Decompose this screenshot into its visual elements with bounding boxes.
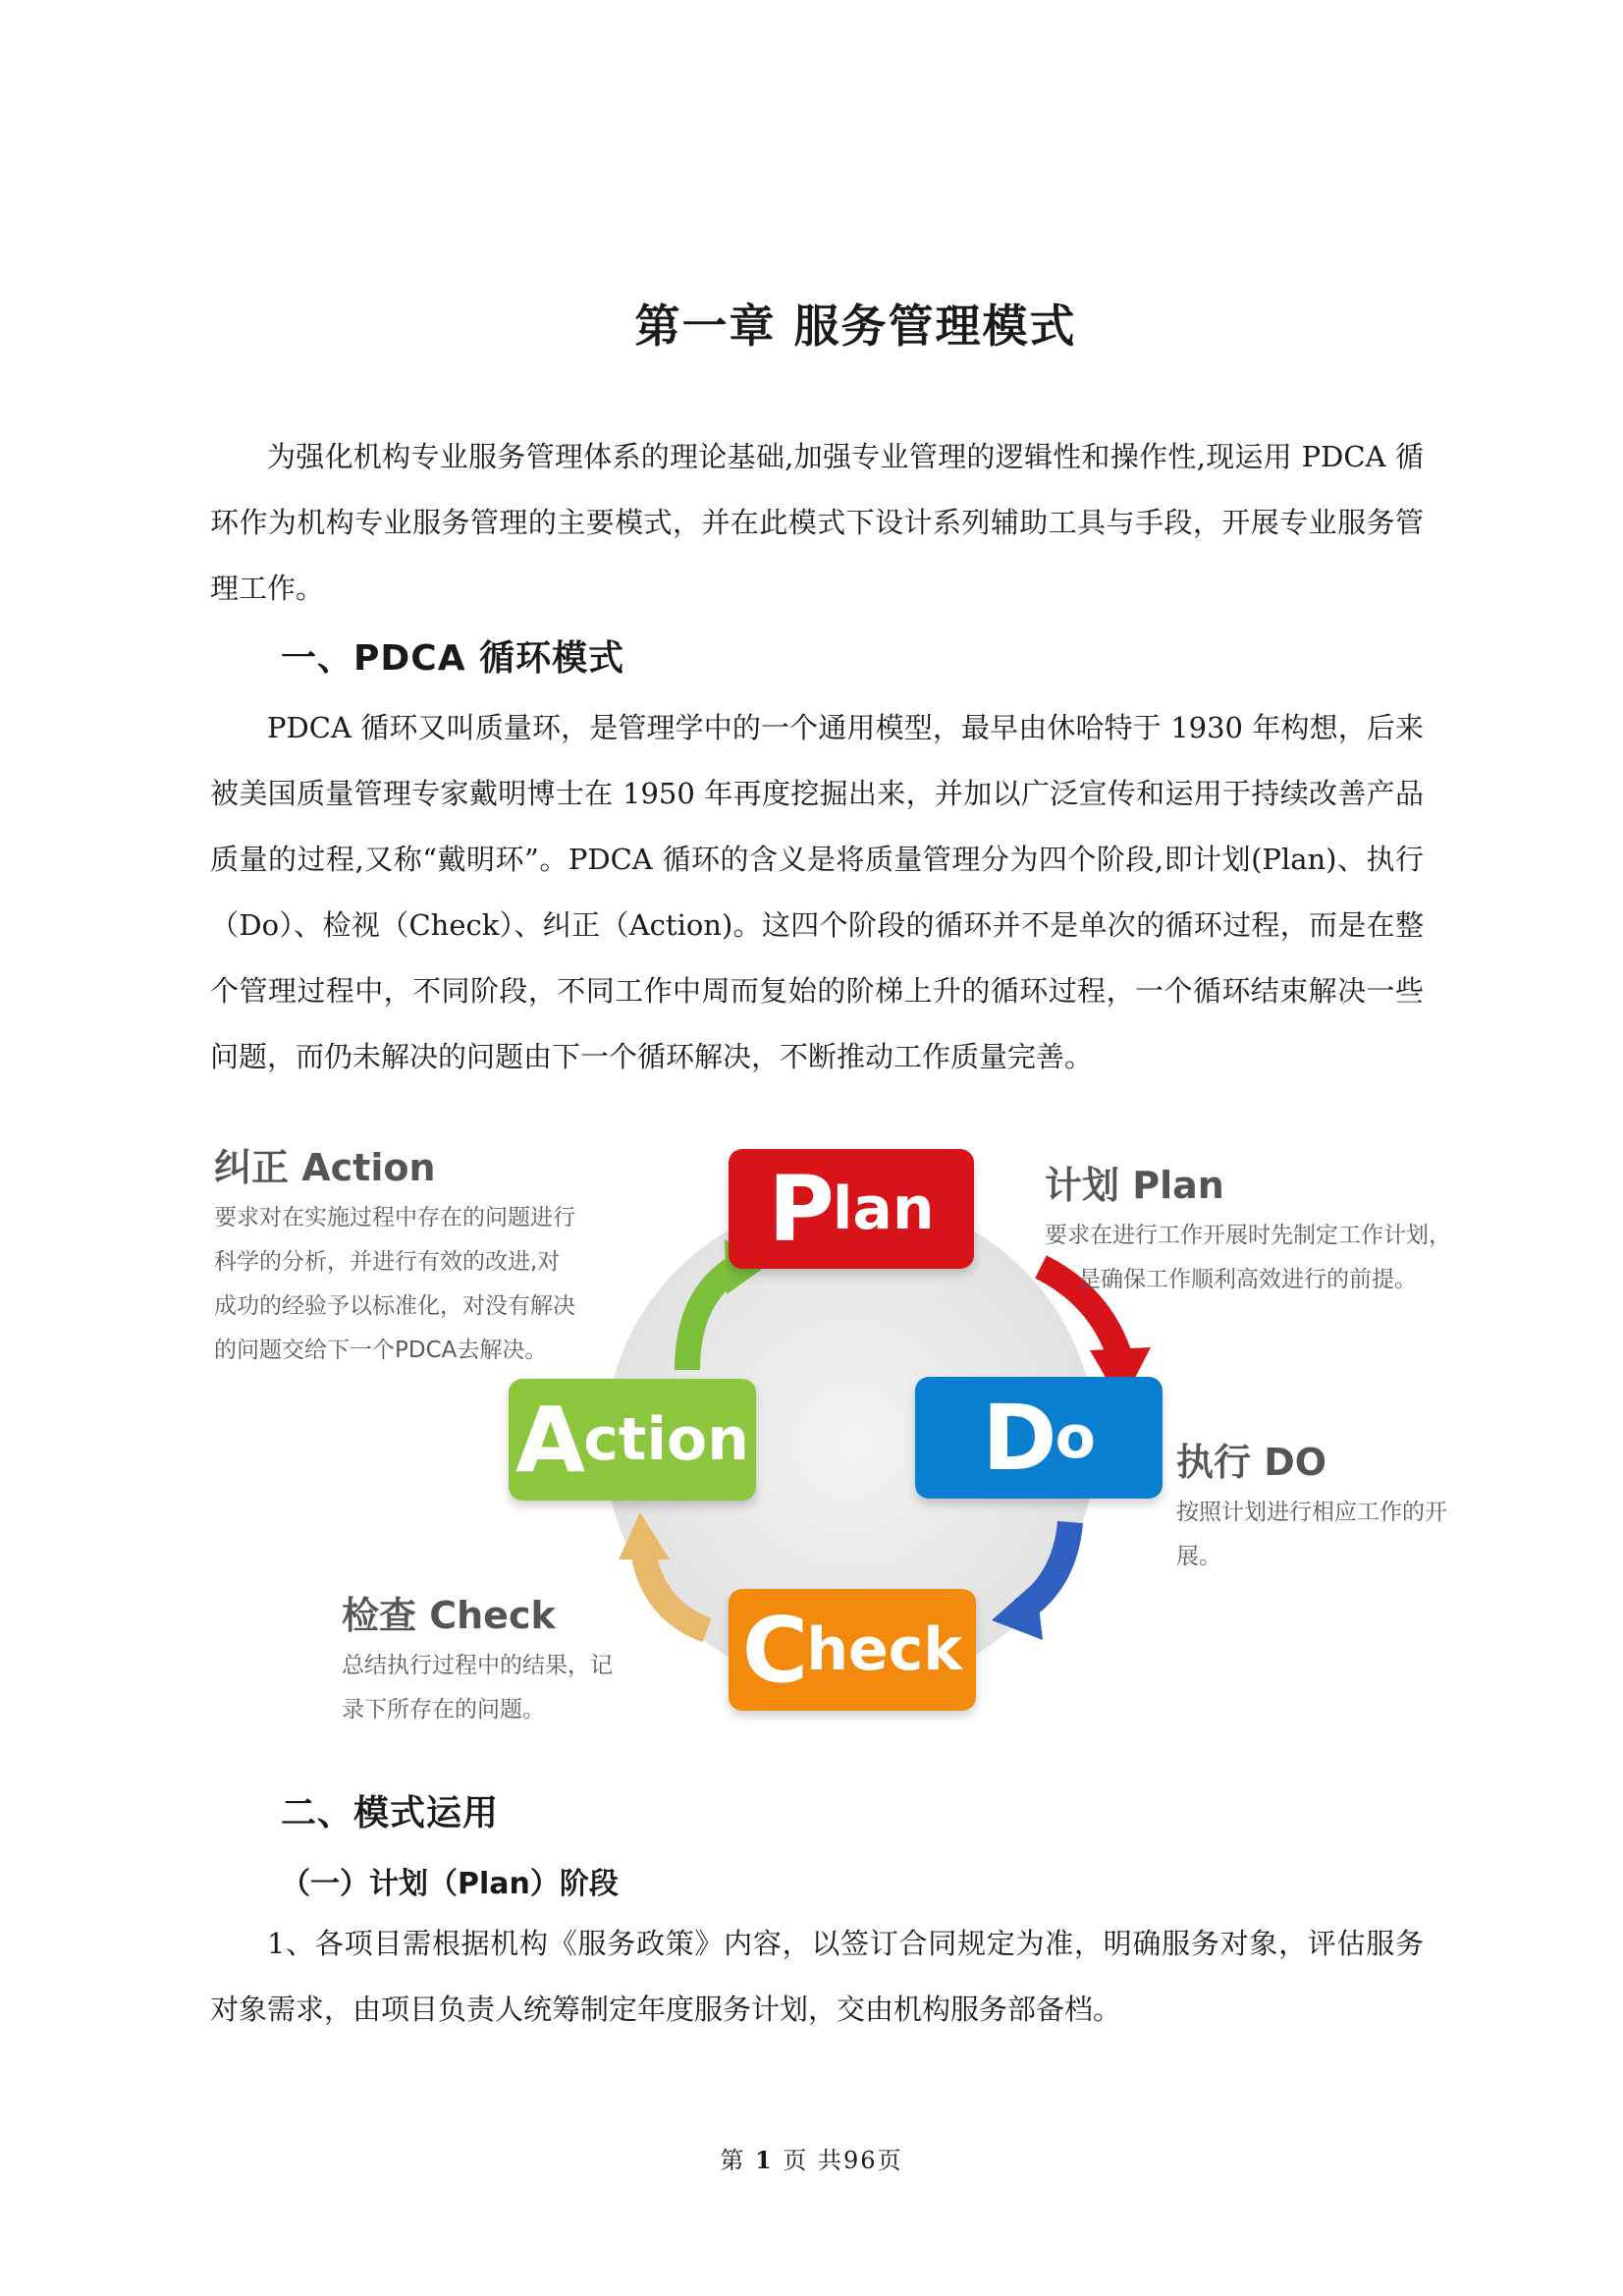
check-desc-line: 总结执行过程中的结果，记 xyxy=(342,1653,613,1678)
plan-title: 计划 Plan xyxy=(1045,1164,1224,1207)
footer-total-pages: 96 xyxy=(843,2147,878,2174)
check-description xyxy=(342,1644,613,1732)
pdca-diagram xyxy=(0,1120,1623,1748)
action-desc-line: 科学的分析，并进行有效的改进,对 xyxy=(214,1249,561,1275)
check-desc-line: 录下所存在的问题。 xyxy=(342,1697,545,1722)
check-title: 检查 Check xyxy=(342,1594,556,1637)
plan-box xyxy=(729,1149,974,1269)
do-description xyxy=(1176,1491,1447,1579)
do-desc-line: 展。 xyxy=(1176,1544,1221,1569)
intro-paragraph: 为强化机构专业服务管理体系的理论基础,加强专业管理的逻辑性和操作性,现运用 PDCA 循环作为机构专业服务管理的主要模式，并在此模式下设计系列辅助工具与手段，开展专业服务管理工作。 xyxy=(210,440,1424,605)
check-box-initial: C xyxy=(741,1597,807,1703)
do-title: 执行 DO xyxy=(1176,1441,1327,1484)
action-box-initial: A xyxy=(515,1387,584,1493)
plan-desc-line: 要求在进行工作开展时先制定工作计划， xyxy=(1045,1223,1451,1248)
footer-page-number: 1 xyxy=(755,2146,774,2174)
action-description xyxy=(214,1196,575,1373)
plan-box-initial: P xyxy=(768,1156,833,1262)
action-desc-line: 成功的经验予以标准化，对没有解决 xyxy=(214,1293,575,1319)
check-box xyxy=(729,1589,976,1711)
action-box-rest: ction xyxy=(583,1405,749,1474)
action-box xyxy=(509,1379,756,1501)
do-desc-line: 按照计划进行相应工作的开 xyxy=(1176,1500,1447,1525)
plan-description xyxy=(1045,1214,1451,1302)
section2-subheading: （一）计划（Plan）阶段 xyxy=(281,1867,619,1901)
do-box-rest: o xyxy=(1055,1403,1096,1472)
footer-suffix: 页 xyxy=(877,2147,903,2174)
check-box-rest: heck xyxy=(806,1615,963,1684)
action-desc-line: 要求对在实施过程中存在的问题进行 xyxy=(214,1205,575,1230)
do-box-initial: D xyxy=(982,1385,1055,1491)
action-title: 纠正 Action xyxy=(214,1146,436,1189)
action-desc-line: 的问题交给下一个PDCA去解决。 xyxy=(214,1338,548,1363)
do-box xyxy=(915,1377,1163,1499)
section2-heading: 二、模式运用 xyxy=(281,1793,500,1833)
section1-heading: 一、PDCA 循环模式 xyxy=(281,638,625,679)
page-footer xyxy=(0,2141,1623,2175)
chapter-title: 第一章 服务管理模式 xyxy=(634,300,1077,353)
footer-prefix: 第 xyxy=(720,2147,746,2174)
footer-middle: 页 共 xyxy=(783,2147,844,2174)
plan-box-rest: lan xyxy=(832,1175,935,1243)
plan-desc-line: 是确保工作顺利高效进行的前提。 xyxy=(1078,1267,1417,1292)
section1-paragraph: PDCA 循环又叫质量环，是管理学中的一个通用模型，最早由休哈特于 1930 年构想，后来被美国质量管理专家戴明博士在 1950 年再度挖掘出来，并加以广泛宣传和运用于持续改善产品质量的过程,又称“戴明环”。PDCA 循环的含义是将质量管理分为四个阶段,即计划(Plan)、执行（Do）、检视（Check）、纠正（Action)。这四个阶段的循环并不是单次的循环过程，而是在整个管理过程中，不同阶段，不同工作中周而复始的阶梯上升的循环过程，一个循环结束解决一些问题，而仍未解决的问题由下一个循环解决，不断推动工作质量完善。 xyxy=(210,711,1424,1073)
section2-paragraph: 1、各项目需根据机构《服务政策》内容，以签订合同规定为准，明确服务对象，评估服务对象需求，由项目负责人统筹制定年度服务计划，交由机构服务部备档。 xyxy=(210,1927,1424,2026)
